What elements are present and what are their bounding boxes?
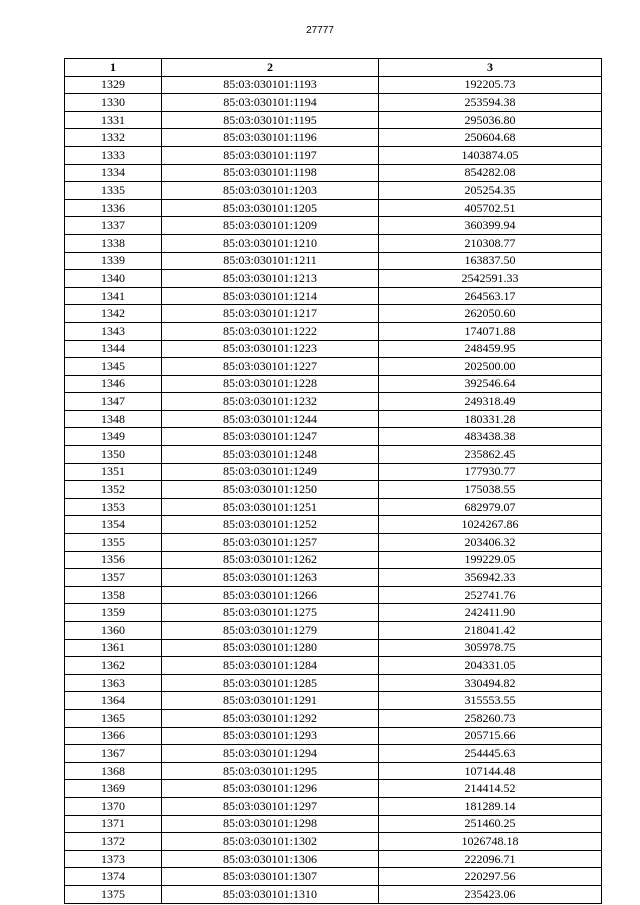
value-cell: 262050.60 bbox=[379, 305, 602, 323]
table-row bbox=[65, 446, 602, 464]
value-cell: 107144.48 bbox=[379, 762, 602, 780]
row-number-cell: 1367 bbox=[65, 745, 162, 763]
row-number-cell: 1345 bbox=[65, 358, 162, 376]
value-cell: 254445.63 bbox=[379, 745, 602, 763]
value-cell: 682979.07 bbox=[379, 498, 602, 516]
cadastral-number-cell: 85:03:030101:1297 bbox=[162, 797, 379, 815]
value-cell: 175038.55 bbox=[379, 481, 602, 499]
value-cell: 204331.05 bbox=[379, 657, 602, 675]
value-cell: 218041.42 bbox=[379, 622, 602, 640]
value-cell: 222096.71 bbox=[379, 850, 602, 868]
row-number-cell: 1373 bbox=[65, 850, 162, 868]
value-cell: 202500.00 bbox=[379, 358, 602, 376]
value-cell: 252741.76 bbox=[379, 586, 602, 604]
table-row bbox=[65, 287, 602, 305]
value-cell: 163837.50 bbox=[379, 252, 602, 270]
value-cell: 174071.88 bbox=[379, 322, 602, 340]
table-row bbox=[65, 305, 602, 323]
table-row bbox=[65, 358, 602, 376]
cadastral-number-cell: 85:03:030101:1227 bbox=[162, 358, 379, 376]
value-cell: 220297.56 bbox=[379, 868, 602, 886]
table-row bbox=[65, 199, 602, 217]
table-row bbox=[65, 622, 602, 640]
cadastral-number-cell: 85:03:030101:1262 bbox=[162, 551, 379, 569]
table-row bbox=[65, 146, 602, 164]
cadastral-number-cell: 85:03:030101:1306 bbox=[162, 850, 379, 868]
row-number-cell: 1352 bbox=[65, 481, 162, 499]
row-number-cell: 1340 bbox=[65, 270, 162, 288]
row-number-cell: 1333 bbox=[65, 146, 162, 164]
row-number-cell: 1331 bbox=[65, 111, 162, 129]
table-row bbox=[65, 252, 602, 270]
row-number-cell: 1347 bbox=[65, 393, 162, 411]
table-row bbox=[65, 76, 602, 94]
cadastral-number-cell: 85:03:030101:1214 bbox=[162, 287, 379, 305]
row-number-cell: 1374 bbox=[65, 868, 162, 886]
table-row bbox=[65, 340, 602, 358]
page-number: 27777 bbox=[306, 25, 334, 36]
cadastral-number-cell: 85:03:030101:1257 bbox=[162, 534, 379, 552]
cadastral-number-cell: 85:03:030101:1293 bbox=[162, 727, 379, 745]
value-cell: 253594.38 bbox=[379, 94, 602, 112]
row-number-cell: 1368 bbox=[65, 762, 162, 780]
cadastral-number-cell: 85:03:030101:1275 bbox=[162, 604, 379, 622]
value-cell: 356942.33 bbox=[379, 569, 602, 587]
value-cell: 360399.94 bbox=[379, 217, 602, 235]
cadastral-number-cell: 85:03:030101:1307 bbox=[162, 868, 379, 886]
cadastral-number-cell: 85:03:030101:1196 bbox=[162, 129, 379, 147]
cadastral-number-cell: 85:03:030101:1296 bbox=[162, 780, 379, 798]
table-row bbox=[65, 428, 602, 446]
table-body bbox=[65, 76, 602, 903]
value-cell: 181289.14 bbox=[379, 797, 602, 815]
table-row bbox=[65, 129, 602, 147]
cadastral-number-cell: 85:03:030101:1195 bbox=[162, 111, 379, 129]
row-number-cell: 1342 bbox=[65, 305, 162, 323]
row-number-cell: 1360 bbox=[65, 622, 162, 640]
cadastral-number-cell: 85:03:030101:1244 bbox=[162, 410, 379, 428]
row-number-cell: 1370 bbox=[65, 797, 162, 815]
data-table bbox=[64, 58, 602, 904]
table-row bbox=[65, 217, 602, 235]
value-cell: 392546.64 bbox=[379, 375, 602, 393]
row-number-cell: 1351 bbox=[65, 463, 162, 481]
value-cell: 177930.77 bbox=[379, 463, 602, 481]
table-row bbox=[65, 586, 602, 604]
table-row bbox=[65, 833, 602, 851]
value-cell: 214414.52 bbox=[379, 780, 602, 798]
value-cell: 235423.06 bbox=[379, 885, 602, 903]
cadastral-number-cell: 85:03:030101:1292 bbox=[162, 709, 379, 727]
cadastral-number-cell: 85:03:030101:1213 bbox=[162, 270, 379, 288]
cadastral-number-cell: 85:03:030101:1284 bbox=[162, 657, 379, 675]
row-number-cell: 1372 bbox=[65, 833, 162, 851]
value-cell: 205254.35 bbox=[379, 182, 602, 200]
row-number-cell: 1350 bbox=[65, 446, 162, 464]
table-row bbox=[65, 534, 602, 552]
value-cell: 203406.32 bbox=[379, 534, 602, 552]
row-number-cell: 1346 bbox=[65, 375, 162, 393]
cadastral-number-cell: 85:03:030101:1250 bbox=[162, 481, 379, 499]
cadastral-number-cell: 85:03:030101:1291 bbox=[162, 692, 379, 710]
cadastral-number-cell: 85:03:030101:1298 bbox=[162, 815, 379, 833]
cadastral-number-cell: 85:03:030101:1222 bbox=[162, 322, 379, 340]
table-row bbox=[65, 393, 602, 411]
cadastral-number-cell: 85:03:030101:1266 bbox=[162, 586, 379, 604]
row-number-cell: 1365 bbox=[65, 709, 162, 727]
table-row bbox=[65, 569, 602, 587]
row-number-cell: 1364 bbox=[65, 692, 162, 710]
cadastral-number-cell: 85:03:030101:1228 bbox=[162, 375, 379, 393]
table-row bbox=[65, 481, 602, 499]
table-row bbox=[65, 322, 602, 340]
cadastral-number-cell: 85:03:030101:1217 bbox=[162, 305, 379, 323]
row-number-cell: 1359 bbox=[65, 604, 162, 622]
table-row bbox=[65, 410, 602, 428]
value-cell: 315553.55 bbox=[379, 692, 602, 710]
table-row bbox=[65, 780, 602, 798]
table-row bbox=[65, 692, 602, 710]
value-cell: 405702.51 bbox=[379, 199, 602, 217]
cadastral-number-cell: 85:03:030101:1194 bbox=[162, 94, 379, 112]
table-row bbox=[65, 164, 602, 182]
row-number-cell: 1353 bbox=[65, 498, 162, 516]
table-row bbox=[65, 885, 602, 903]
cadastral-number-cell: 85:03:030101:1193 bbox=[162, 76, 379, 94]
value-cell: 199229.05 bbox=[379, 551, 602, 569]
row-number-cell: 1366 bbox=[65, 727, 162, 745]
value-cell: 192205.73 bbox=[379, 76, 602, 94]
row-number-cell: 1338 bbox=[65, 234, 162, 252]
table-row bbox=[65, 815, 602, 833]
value-cell: 258260.73 bbox=[379, 709, 602, 727]
cadastral-number-cell: 85:03:030101:1302 bbox=[162, 833, 379, 851]
row-number-cell: 1334 bbox=[65, 164, 162, 182]
table-row bbox=[65, 850, 602, 868]
row-number-cell: 1330 bbox=[65, 94, 162, 112]
cadastral-number-cell: 85:03:030101:1198 bbox=[162, 164, 379, 182]
table-row bbox=[65, 270, 602, 288]
row-number-cell: 1371 bbox=[65, 815, 162, 833]
value-cell: 180331.28 bbox=[379, 410, 602, 428]
table-row bbox=[65, 498, 602, 516]
row-number-cell: 1329 bbox=[65, 76, 162, 94]
column-header-3: 3 bbox=[379, 59, 602, 77]
row-number-cell: 1354 bbox=[65, 516, 162, 534]
row-number-cell: 1375 bbox=[65, 885, 162, 903]
cadastral-number-cell: 85:03:030101:1203 bbox=[162, 182, 379, 200]
table-row bbox=[65, 639, 602, 657]
cadastral-number-cell: 85:03:030101:1249 bbox=[162, 463, 379, 481]
row-number-cell: 1349 bbox=[65, 428, 162, 446]
table-row bbox=[65, 94, 602, 112]
row-number-cell: 1361 bbox=[65, 639, 162, 657]
table-row bbox=[65, 657, 602, 675]
cadastral-number-cell: 85:03:030101:1211 bbox=[162, 252, 379, 270]
table-row bbox=[65, 604, 602, 622]
row-number-cell: 1357 bbox=[65, 569, 162, 587]
row-number-cell: 1335 bbox=[65, 182, 162, 200]
cadastral-number-cell: 85:03:030101:1197 bbox=[162, 146, 379, 164]
value-cell: 483438.38 bbox=[379, 428, 602, 446]
cadastral-number-cell: 85:03:030101:1295 bbox=[162, 762, 379, 780]
value-cell: 250604.68 bbox=[379, 129, 602, 147]
value-cell: 264563.17 bbox=[379, 287, 602, 305]
table-row bbox=[65, 709, 602, 727]
value-cell: 330494.82 bbox=[379, 674, 602, 692]
column-header-2: 2 bbox=[162, 59, 379, 77]
cadastral-number-cell: 85:03:030101:1251 bbox=[162, 498, 379, 516]
table-row bbox=[65, 551, 602, 569]
value-cell: 295036.80 bbox=[379, 111, 602, 129]
value-cell: 2542591.33 bbox=[379, 270, 602, 288]
row-number-cell: 1344 bbox=[65, 340, 162, 358]
table-row bbox=[65, 463, 602, 481]
cadastral-number-cell: 85:03:030101:1279 bbox=[162, 622, 379, 640]
table-row bbox=[65, 516, 602, 534]
cadastral-number-cell: 85:03:030101:1223 bbox=[162, 340, 379, 358]
value-cell: 210308.77 bbox=[379, 234, 602, 252]
value-cell: 1026748.18 bbox=[379, 833, 602, 851]
table-header-row bbox=[65, 59, 602, 77]
table-row bbox=[65, 674, 602, 692]
value-cell: 249318.49 bbox=[379, 393, 602, 411]
cadastral-number-cell: 85:03:030101:1263 bbox=[162, 569, 379, 587]
table-row bbox=[65, 797, 602, 815]
row-number-cell: 1332 bbox=[65, 129, 162, 147]
cadastral-number-cell: 85:03:030101:1285 bbox=[162, 674, 379, 692]
table-row bbox=[65, 745, 602, 763]
cadastral-number-cell: 85:03:030101:1252 bbox=[162, 516, 379, 534]
cadastral-number-cell: 85:03:030101:1209 bbox=[162, 217, 379, 235]
value-cell: 305978.75 bbox=[379, 639, 602, 657]
cadastral-number-cell: 85:03:030101:1294 bbox=[162, 745, 379, 763]
row-number-cell: 1369 bbox=[65, 780, 162, 798]
value-cell: 242411.90 bbox=[379, 604, 602, 622]
value-cell: 248459.95 bbox=[379, 340, 602, 358]
row-number-cell: 1337 bbox=[65, 217, 162, 235]
row-number-cell: 1339 bbox=[65, 252, 162, 270]
row-number-cell: 1358 bbox=[65, 586, 162, 604]
row-number-cell: 1341 bbox=[65, 287, 162, 305]
value-cell: 251460.25 bbox=[379, 815, 602, 833]
row-number-cell: 1355 bbox=[65, 534, 162, 552]
row-number-cell: 1336 bbox=[65, 199, 162, 217]
table-row bbox=[65, 111, 602, 129]
value-cell: 235862.45 bbox=[379, 446, 602, 464]
row-number-cell: 1362 bbox=[65, 657, 162, 675]
column-header-1: 1 bbox=[65, 59, 162, 77]
cadastral-number-cell: 85:03:030101:1248 bbox=[162, 446, 379, 464]
cadastral-number-cell: 85:03:030101:1280 bbox=[162, 639, 379, 657]
value-cell: 1024267.86 bbox=[379, 516, 602, 534]
value-cell: 854282.08 bbox=[379, 164, 602, 182]
row-number-cell: 1356 bbox=[65, 551, 162, 569]
cadastral-number-cell: 85:03:030101:1205 bbox=[162, 199, 379, 217]
row-number-cell: 1363 bbox=[65, 674, 162, 692]
table-row bbox=[65, 182, 602, 200]
table-row bbox=[65, 727, 602, 745]
cadastral-number-cell: 85:03:030101:1247 bbox=[162, 428, 379, 446]
cadastral-number-cell: 85:03:030101:1232 bbox=[162, 393, 379, 411]
table-row bbox=[65, 375, 602, 393]
row-number-cell: 1348 bbox=[65, 410, 162, 428]
value-cell: 205715.66 bbox=[379, 727, 602, 745]
value-cell: 1403874.05 bbox=[379, 146, 602, 164]
table-row bbox=[65, 868, 602, 886]
table-row bbox=[65, 234, 602, 252]
table-row bbox=[65, 762, 602, 780]
cadastral-number-cell: 85:03:030101:1310 bbox=[162, 885, 379, 903]
cadastral-number-cell: 85:03:030101:1210 bbox=[162, 234, 379, 252]
row-number-cell: 1343 bbox=[65, 322, 162, 340]
